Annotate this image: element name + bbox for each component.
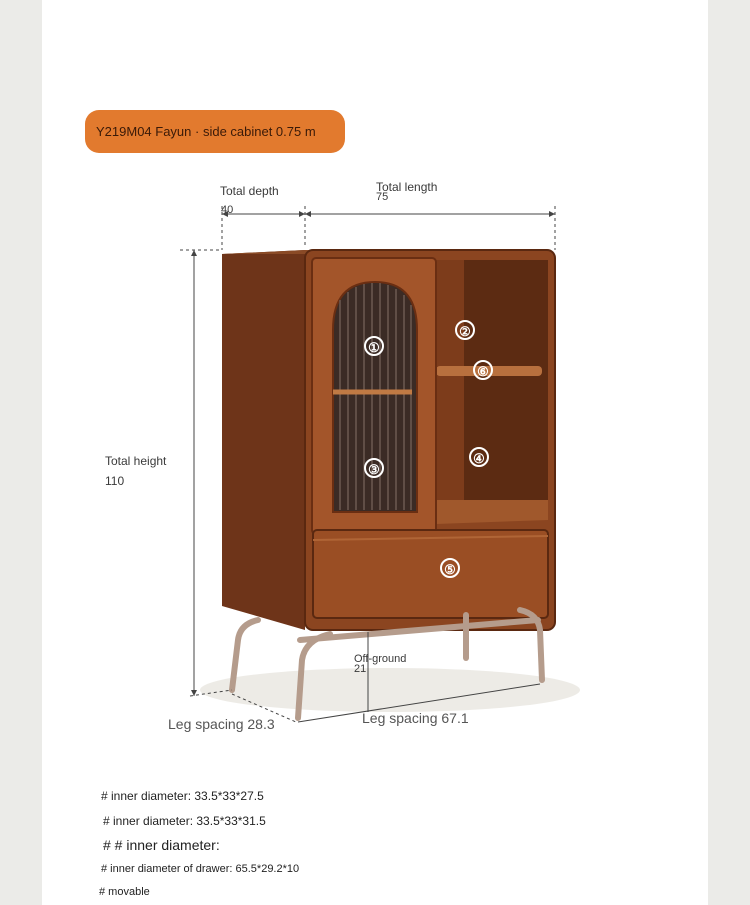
depth-value: 40: [221, 204, 234, 216]
spec-line-1: # inner diameter: 33.5*33*27.5: [101, 789, 264, 803]
marker-2: ②: [455, 320, 475, 340]
length-label: Total length: [376, 180, 438, 194]
leg-spacing-front: Leg spacing 67.1: [362, 710, 469, 726]
ground-value: 21: [354, 663, 367, 675]
spec-line-2: # inner diameter: 33.5*33*31.5: [103, 814, 266, 828]
marker-5: ⑤: [440, 558, 460, 578]
marker-3: ③: [364, 458, 384, 478]
marker-4: ④: [469, 447, 489, 467]
spec-line-4: # inner diameter of drawer: 65.5*29.2*10: [101, 863, 300, 875]
product-title-badge: Y219M04 Fayun · side cabinet 0.75 m: [85, 110, 345, 153]
height-label: Total height: [105, 454, 167, 468]
length-value: 75: [376, 191, 389, 203]
spec-line-3: # # inner diameter:: [103, 837, 220, 853]
marker-1: ①: [364, 336, 384, 356]
spec-line-5: # movable: [99, 886, 150, 898]
height-value: 110: [105, 474, 125, 488]
marker-6: ⑥: [473, 360, 493, 380]
depth-label: Total depth: [220, 184, 279, 198]
ground-label: Off-ground: [354, 653, 407, 665]
leg-spacing-side: Leg spacing 28.3: [168, 716, 275, 732]
